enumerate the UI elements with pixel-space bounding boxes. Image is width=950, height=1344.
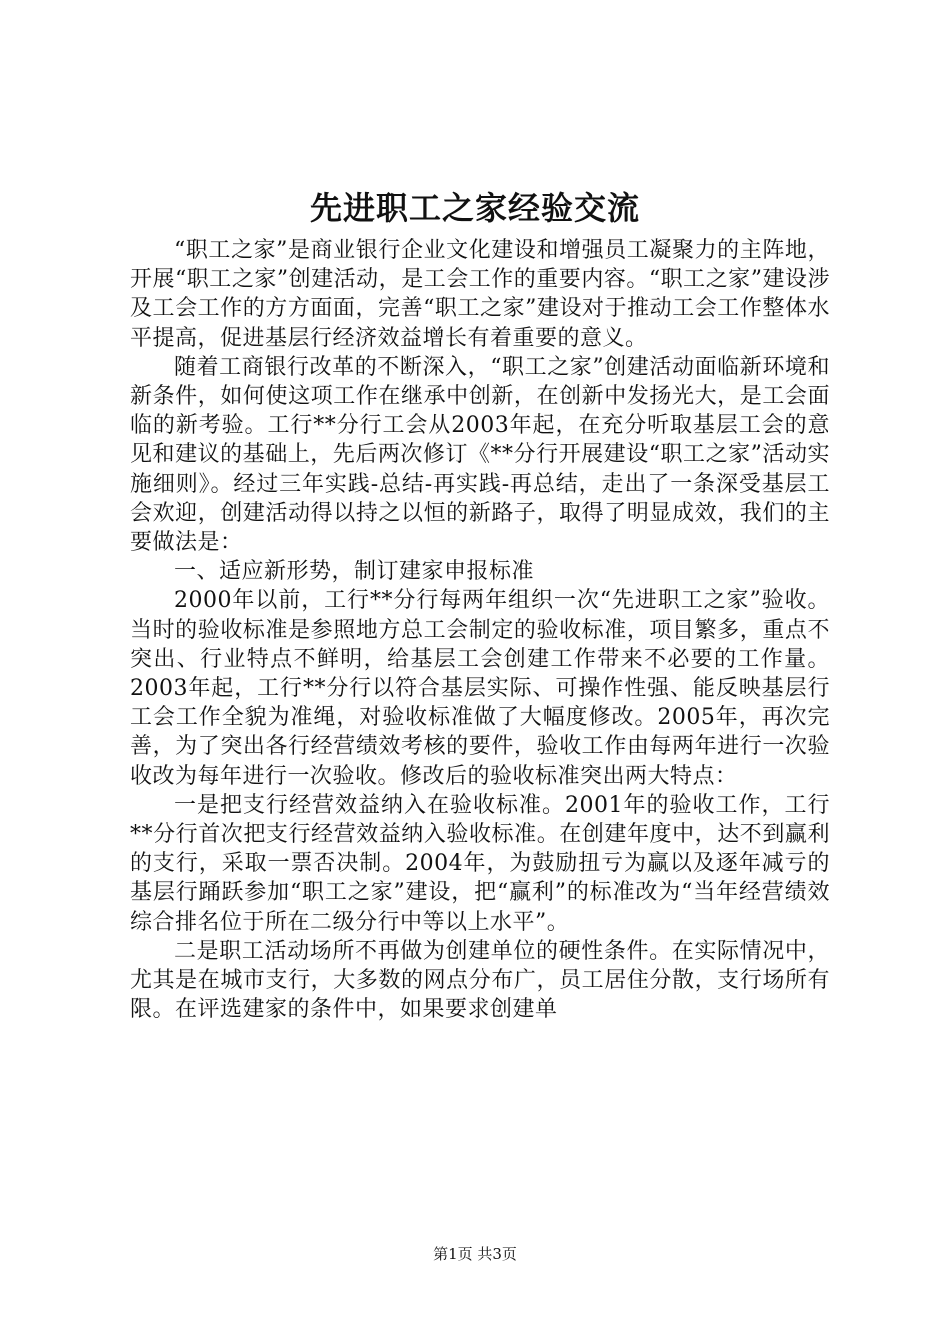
document-body xyxy=(130,236,830,1024)
paragraph-point-1: 一是把支行经营效益纳入在验收标准。2001年的验收工作，工行**分行首次把支行经营效益纳入验收标准。在创建年度中，达不到赢利的支行，采取一票否决制。2004年，为鼓励扭亏为赢以及逐年减亏的基层行踊跃参加“职工之家”建设，把“赢利”的标准改为“当年经营绩效综合排名位于所在二级分行中等以上水平”。 xyxy=(130,792,830,935)
paragraph-standards: 2000年以前，工行**分行每两年组织一次“先进职工之家”验收。当时的验收标准是参照地方总工会制定的验收标准，项目繁多，重点不突出、行业特点不鲜明，给基层工会创建工作带来不必要的工作量。2003年起，工行**分行以符合基层实际、可操作性强、能反映基层行工会工作全貌为准绳，对验收标准做了大幅度修改。2005年，再次完善，为了突出各行经营绩效考核的要件，验收工作由每两年进行一次验收改为每年进行一次验收。修改后的验收标准突出两大特点： xyxy=(130,588,830,789)
paragraph-point-2: 二是职工活动场所不再做为创建单位的硬性条件。在实际情况中，尤其是在城市支行，大多数的网点分布广，员工居住分散，支行场所有限。在评选建家的条件中，如果要求创建单 xyxy=(130,938,830,1023)
paragraph-intro: “职工之家”是商业银行企业文化建设和增强员工凝聚力的主阵地，开展“职工之家”创建活动，是工会工作的重要内容。“职工之家”建设涉及工会工作的方方面面，完善“职工之家”建设对于推动工会工作整体水平提高，促进基层行经济效益增长有着重要的意义。 xyxy=(130,238,830,351)
page-footer: 第1页 共3页 xyxy=(433,1245,517,1263)
section-heading-1: 一、适应新形势，制订建家申报标准 xyxy=(174,559,535,585)
document-title: 先进职工之家经验交流 xyxy=(309,189,640,227)
paragraph-background: 随着工商银行改革的不断深入，“职工之家”创建活动面临新环境和新条件，如何使这项工作在继承中创新，在创新中发扬光大，是工会面临的新考验。工行**分行工会从2003年起，在充分听取基层工会的意见和建议的基础上，先后两次修订《**分行开展建设“职工之家”活动实施细则》。经过三年实践-总结-再实践-再总结，走出了一条深受基层工会欢迎，创建活动得以持之以恒的新路子，取得了明显成效，我们的主要做法是： xyxy=(130,354,830,556)
